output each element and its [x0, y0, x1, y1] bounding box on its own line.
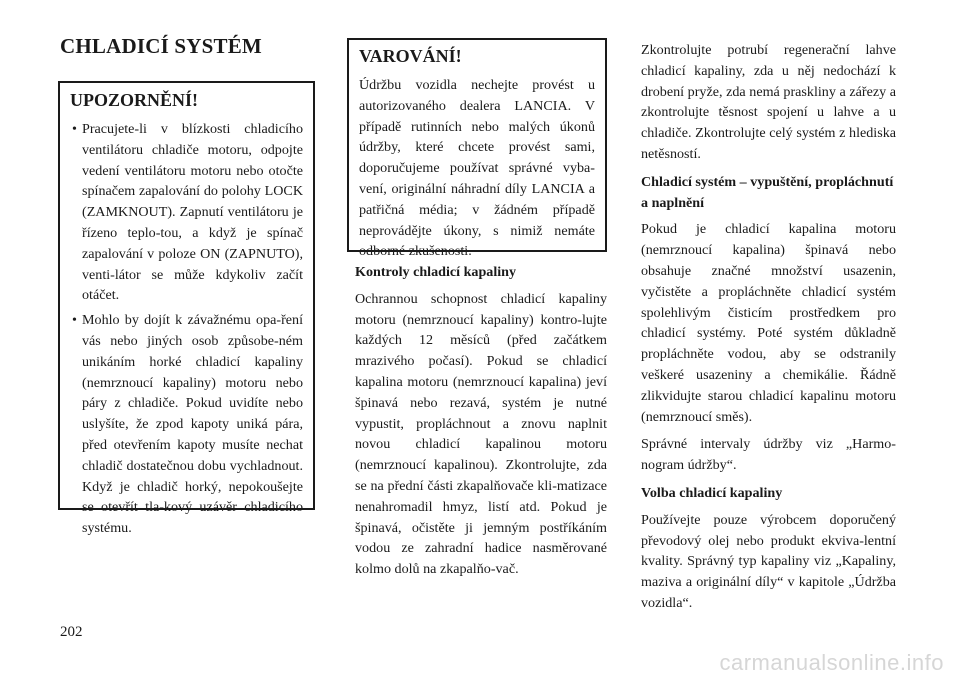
caution-item: • Pracujete-li v blízkosti chladicího ventilátoru chladiče motoru, odpojte vedení ventilátoru motoru nebo otočte spínačem zapalování do polohy LOCK (ZAMKNOUT). Zapnutí ventilátoru je řízeno teplo-tou, a když je spínač zapalování v poloze ON (ZAPNUTO), venti-látor se může kdykoliv začít otáčet. — [70, 119, 303, 306]
page-number: 202 — [60, 624, 83, 640]
warning-text: Údržbu vozidla nechejte provést u autorizovaného dealera LANCIA. V případě rutinních nebo malých úkonů údržby, které chcete provést sami, doporučujeme používat správné vyba-vení, originální náhradní díly LANCIA a patřičná média; v žádném případě neprovádějte úkony, s nimiž nemáte odborné zkušenosti. — [359, 77, 595, 260]
caution-box — [58, 81, 315, 537]
caution-list — [70, 119, 303, 539]
caution-item: • Mohlo by dojít k závažnému opa-ření vás nebo jiných osob způsobe-ném unikáním horké chladicí kapaliny (nemrznoucí kapaliny) motoru nebo páry z chladiče. Pokud uvidíte nebo uslyšíte, že zpod kapoty uniká pára, před otevřením kapoty musíte nechat chladič dostatečnou dobu vychladnout. Když je chladič horký, nepokoušejte se otevřít tla-kový uzávěr chladicího systému. — [70, 310, 303, 539]
caution-title: UPOZORNĚNÍ! — [70, 90, 199, 110]
paragraph: Pokud je chladicí kapalina motoru (nemrznoucí kapalina) špinavá nebo obsahuje značné množství usazenin, vyčistěte a propláchněte chladicí systém spolehlivým čisticím prostředkem pro chladicí systémy. Poté systém důkladně propláchněte vodou, aby se odstranily veškeré usazeniny a chemikálie. Řádně zlikvidujte starou chladicí kapalinu motoru (nemrznoucí směs). — [641, 221, 896, 425]
paragraph: Ochrannou schopnost chladicí kapaliny motoru (nemrznoucí kapaliny) kontro-lujte každých 12 měsíců (před začátkem mrazivého počasí). Pokud se chladicí kapalina motoru (nemrznoucí kapalina) jeví špinavá nebo rezavá, systém je nutné vypustit, propláchnout a znovu naplnit novou chladicí kapalinou motoru (nemrznoucí kapalinou). Zkontrolujte, zda se na přední části zkapalňovače kli-matizace nenahromadil hmyz, listí atd. Pokud je špinavá, očistěte ji jemným postříkáním vodou ze zahradní hadice nasměrované kolmo dolů na zkapalňo-vač. — [355, 290, 607, 578]
section-heading: Chladicí systém – vypuštění, propláchnutí a naplnění — [641, 173, 894, 211]
paragraph: Správné intervaly údržby viz „Harmo-nogram údržby“. — [641, 436, 896, 474]
paragraph: Používejte pouze výrobcem doporučený převodový olej nebo produkt ekviva-lentní kvality. Správný typ kapaliny viz „Kapaliny, maziva a originální díly“ v kapitole „Údržba vozidla“. — [641, 511, 896, 611]
warning-box — [347, 38, 607, 260]
column-coolant-service — [641, 40, 896, 621]
page-title: CHLADICÍ SYSTÉM — [60, 34, 262, 58]
column-coolant-checks — [355, 262, 607, 587]
section-heading: Volba chladicí kapaliny — [641, 484, 783, 501]
warning-title: VAROVÁNÍ! — [359, 46, 462, 66]
section-heading: Kontroly chladicí kapaliny — [355, 264, 517, 280]
paragraph: Zkontrolujte potrubí regenerační lahve chladicí kapaliny, zda u něj nedochází k drobení pryže, zda nemá praskliny a zářezy a zkontrolujte těsnost spojení u lahve a u chladiče. Zkontrolujte celý systém z hlediska netěsností. — [641, 42, 896, 162]
watermark: carmanualsonline.info — [719, 650, 944, 675]
